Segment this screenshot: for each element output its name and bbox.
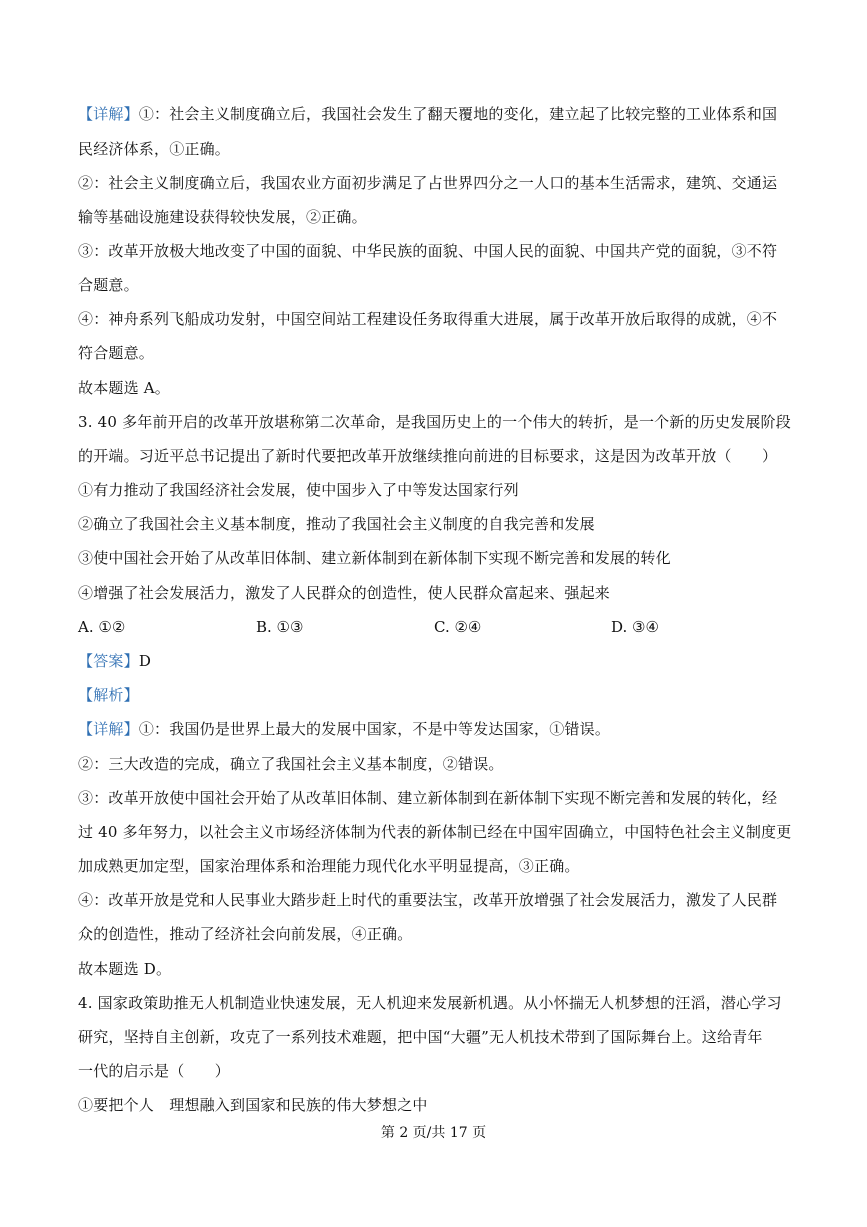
q3-detail-line: 【详解】①：我国仍是世界上最大的发展中国家，不是中等发达国家，①错误。 [78, 720, 611, 738]
q2-detail-line: 民经济体系，①正确。 [78, 140, 231, 158]
detail-tag: 【详解】 [78, 720, 139, 738]
q3-answer [78, 651, 151, 671]
q2-detail-line: ④：神舟系列飞船成功发射，中国空间站工程建设任务取得重大进展，属于改革开放后取得的成就，④不 [78, 310, 778, 328]
q3-detail-line: 众的创造性，推动了经济社会向前发展，④正确。 [78, 925, 413, 943]
q2-detail-line: 输等基础设施建设获得较快发展，②正确。 [78, 208, 367, 226]
q2-detail-line: 符合题意。 [78, 344, 155, 362]
q4-stem-line: 一代的启示是（ ） [78, 1062, 231, 1080]
option-a: A. ①② [78, 618, 126, 636]
q2-detail-line: ③：改革开放极大地改变了中国的面貌、中华民族的面貌、中国人民的面貌、中国共产党的面貌，③不符 [78, 242, 778, 260]
q3-conclusion: 故本题选 D。 [78, 960, 172, 978]
q2-detail-line: 【详解】①：社会主义制度确立后，我国社会发生了翻天覆地的变化，建立起了比较完整的工业体系和国 [78, 105, 778, 123]
q3-detail-line: ③：改革开放使中国社会开始了从改革旧体制、建立新体制到在新体制下实现不断完善和发展的转化，经 [78, 789, 778, 807]
q3-detail-line: ②：三大改造的完成，确立了我国社会主义基本制度，②错误。 [78, 755, 504, 773]
answer-value: D [138, 652, 152, 670]
q4-statement: ①要把个人 理想融入到国家和民族的伟大梦想之中 [78, 1096, 428, 1114]
q3-detail-line: 过 40 多年努力，以社会主义市场经济体制为代表的新体制已经在中国牢固确立，中国特色社会主义制度更 [78, 823, 792, 841]
option-b: B. ①③ [256, 618, 304, 636]
q2-conclusion: 故本题选 A。 [78, 379, 171, 397]
q4-stem-line: 4. 国家政策助推无人机制造业快速发展，无人机迎来发展新机遇。从小怀揣无人机梦想的汪滔，潜心学习 [78, 994, 782, 1012]
page-number: 第 2 页/共 17 页 [380, 1125, 487, 1141]
q3-detail-line: 加成熟更加定型，国家治理体系和治理能力现代化水平明显提高，③正确。 [78, 857, 580, 875]
q4-stem-line: 研究，坚持自主创新，攻克了一系列技术难题，把中国“大疆”无人机技术带到了国际舞台上。这给青年 [78, 1028, 763, 1046]
q3-statement: ④增强了社会发展活力，激发了人民群众的创造性，使人民群众富起来、强起来 [78, 584, 611, 602]
option-c: C. ②④ [434, 618, 482, 636]
answer-tag: 【答案】 [78, 652, 139, 670]
q3-stem-line: 3. 40 多年前开启的改革开放堪称第二次革命，是我国历史上的一个伟大的转折，是一个新的历史发展阶段 [78, 413, 791, 431]
q2-detail-line: 合题意。 [78, 276, 139, 294]
detail-tag: 【详解】 [78, 105, 139, 123]
q3-statement: ②确立了我国社会主义基本制度，推动了我国社会主义制度的自我完善和发展 [78, 515, 595, 533]
analysis-tag: 【解析】 [78, 686, 139, 704]
q3-options [78, 617, 778, 637]
option-d: D. ③④ [611, 618, 659, 636]
q2-detail-line: ②：社会主义制度确立后，我国农业方面初步满足了占世界四分之一人口的基本生活需求，建筑、交通运 [78, 174, 778, 192]
q3-detail-line: ④：改革开放是党和人民事业大踏步赶上时代的重要法宝，改革开放增强了社会发展活力，激发了人民群 [78, 891, 778, 909]
q3-stem-line: 的开端。习近平总书记提出了新时代要把改革开放继续推向前进的目标要求，这是因为改革开放（ ） [78, 447, 778, 465]
q3-statement: ①有力推动了我国经济社会发展，使中国步入了中等发达国家行列 [78, 481, 519, 499]
q3-statement: ③使中国社会开始了从改革旧体制、建立新体制到在新体制下实现不断完善和发展的转化 [78, 549, 671, 567]
